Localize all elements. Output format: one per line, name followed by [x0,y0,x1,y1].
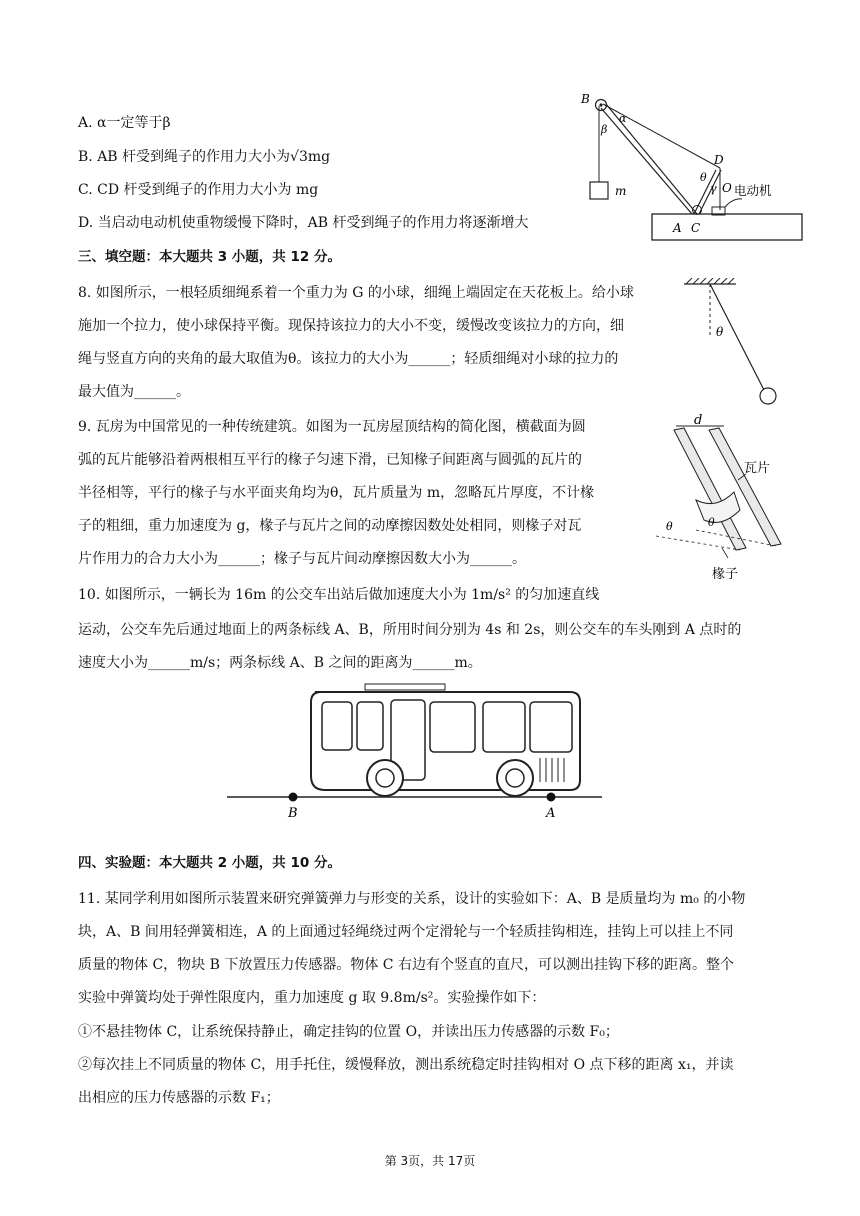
fig7-label-theta: θ [700,171,707,184]
fig10-label-a: A [546,806,556,821]
q10-line-1: 10. 如图所示，一辆长为 16m 的公交车出站后做加速度大小为 1m/s² 的匀加速直线 [78,587,600,603]
fig7-label-b: B [581,92,590,106]
q7-option-b: B. AB 杆受到绳子的作用力大小为√3mg [78,149,331,165]
q7-option-c: C. CD 杆受到绳子的作用力大小为 mg [78,182,319,198]
fig9-label-d: d [694,413,703,428]
q11-line-1: 11. 某同学利用如图所示装置来研究弹簧弹力与形变的关系，设计的实验如下：A、B 是质量均为 m₀ 的小物 [78,891,746,907]
q8-line-2: 施加一个拉力，使小球保持平衡。现保持该拉力的大小不变，缓慢改变该拉力的方向，细 [78,318,624,334]
q11-line-6: ②每次挂上不同质量的物体 C，用手托住，缓慢释放，测出系统稳定时挂钩相对 O 点下移的距离 x₁，并读 [78,1057,734,1073]
fig7-label-motor: 电动机 [734,183,772,198]
page-footer: 第 3页，共 17页 [384,1154,476,1168]
q8-line-4: 最大值为______。 [78,384,190,400]
section-3-title: 三、填空题：本大题共 3 小题，共 12 分。 [78,249,341,265]
q11-line-2: 块，A、B 间用轻弹簧相连，A 的上面通过轻绳绕过两个定滑轮与一个轻质挂钩相连，挂钩上可以挂上不同 [78,924,734,940]
q9-line-4: 子的粗细，重力加速度为 g，椽子与瓦片之间的动摩擦因数处处相同，则椽子对瓦 [78,518,582,534]
fig7-label-c: C [691,221,701,235]
fig8-label-theta: θ [716,325,724,339]
q9-line-1: 9. 瓦房为中国常见的一种传统建筑。如图为一瓦房屋顶结构的简化图，横截面为圆 [78,419,586,435]
q11-line-7: 出相应的压力传感器的示数 F₁； [78,1090,280,1106]
q8-line-3: 绳与竖直方向的夹角的最大取值为θ。该拉力的大小为______；轻质细绳对小球的拉力的 [78,351,619,367]
q7-option-a: A. α一定等于β [78,115,171,131]
q11-line-5: ①不悬挂物体 C，让系统保持静止，确定挂钩的位置 O，并读出压力传感器的示数 F₀； [78,1024,619,1040]
fig9-label-rafter: 椽子 [712,567,739,582]
bus-figure [225,680,605,825]
fig9-label-theta-1: θ [666,520,673,533]
fig9-label-theta-2: θ [708,516,715,529]
fig7-label-beta: β [601,123,608,136]
q11-line-4: 实验中弹簧均处于弹性限度内，重力加速度 g 取 9.8m/s²。实验操作如下： [78,990,546,1006]
fig7-label-gamma: γ [710,182,717,195]
q11-line-3: 质量的物体 C，物块 B 下放置压力传感器。物体 C 右边有个竖直的直尺，可以测出挂钩下移的距离。整个 [78,957,734,973]
fig7-label-alpha: α [619,112,627,125]
q10-line-3: 速度大小为______m/s；两条标线 A、B 之间的距离为______m。 [78,655,482,671]
q9-line-3: 半径相等，平行的椽子与水平面夹角均为θ，瓦片质量为 m，忽略瓦片厚度，不计椽 [78,485,595,501]
fig7-label-d: D [714,153,724,167]
q9-line-2: 弧的瓦片能够沿着两根相互平行的椽子匀速下滑，已知椽子间距离与圆弧的瓦片的 [78,452,582,468]
q8-line-1: 8. 如图所示，一根轻质细绳系着一个重力为 G 的小球，细绳上端固定在天花板上。给小球 [78,285,634,301]
q10-line-2: 运动，公交车先后通过地面上的两条标线 A、B，所用时间分别为 4s 和 2s，则公交车的车头刚到 A 点时的 [78,622,742,638]
fig7-label-a: A [673,221,682,235]
q7-option-d: D. 当启动电动机使重物缓慢下降时，AB 杆受到绳子的作用力将逐渐增大 [78,215,529,231]
roof-tile-figure [636,410,786,585]
q9-line-5: 片作用力的合力大小为______；椽子与瓦片间动摩擦因数大小为______。 [78,551,526,567]
section-4-title: 四、实验题：本大题共 2 小题，共 10 分。 [78,855,341,871]
pendulum-figure [676,278,796,414]
fig7-label-m: m [615,184,627,198]
fig9-label-tile: 瓦片 [744,461,771,476]
fig10-label-b: B [288,806,298,821]
fig7-label-o: O [722,181,732,195]
crane-figure [570,88,815,243]
